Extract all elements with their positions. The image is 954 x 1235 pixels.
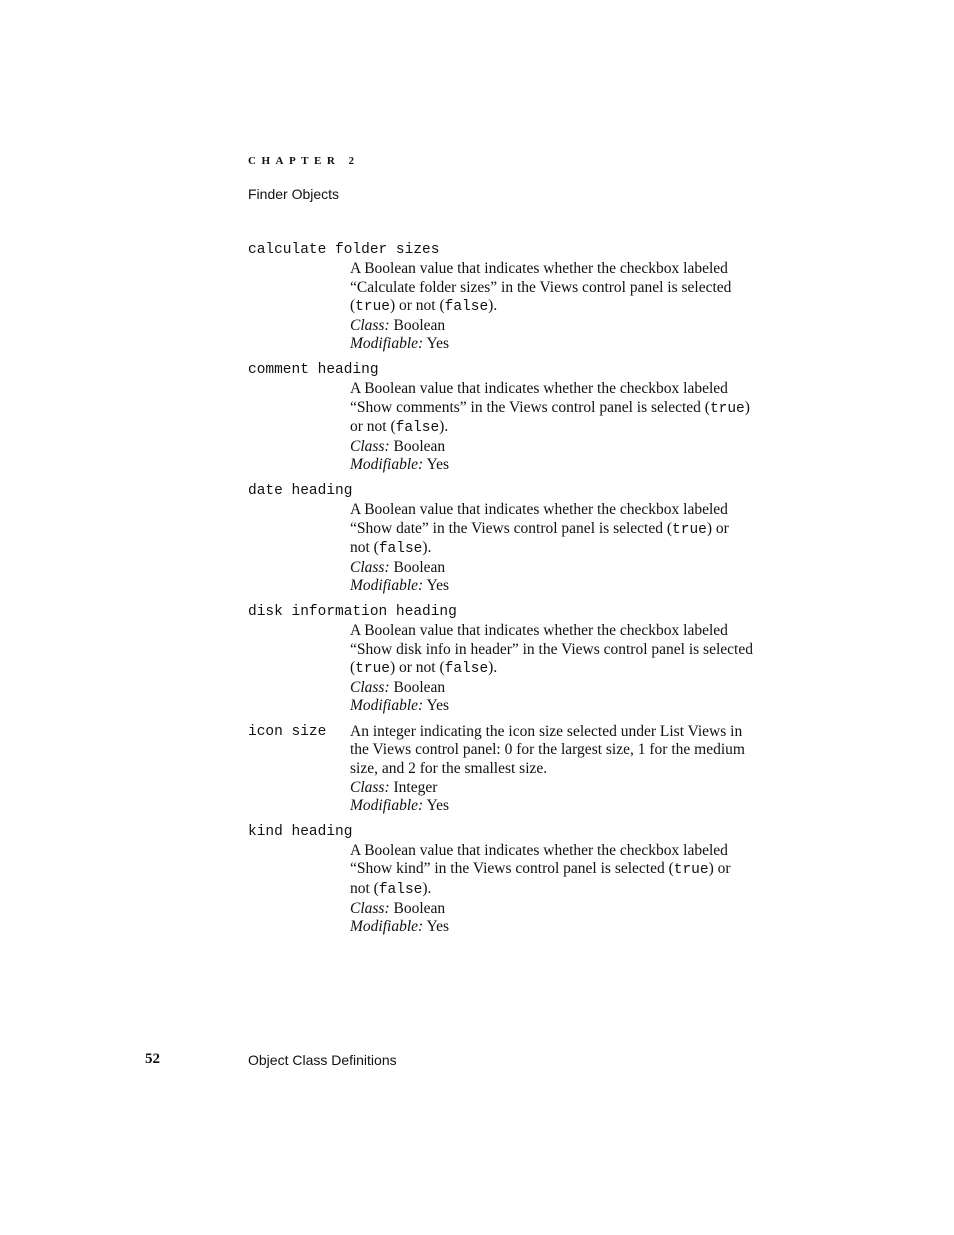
modifiable-value: Yes xyxy=(426,335,450,353)
modifiable-field xyxy=(350,918,802,937)
code-literal: false xyxy=(378,541,423,558)
text-segment: “Show disk info in header” in the Views control panel is selected xyxy=(350,640,753,658)
modifiable-value: Yes xyxy=(426,697,450,715)
description-line xyxy=(350,520,802,540)
property-name: date heading xyxy=(248,482,353,499)
text-segment: “Show comments” in the Views control panel is selected ( xyxy=(350,398,710,416)
class-field xyxy=(350,900,802,919)
class-label: Class: xyxy=(350,437,390,455)
code-literal: true xyxy=(709,400,745,417)
text-segment: size, and 2 for the smallest size. xyxy=(350,760,548,778)
description-line xyxy=(350,399,802,419)
text-segment: “Calculate folder sizes” in the Views control panel is selected xyxy=(350,278,732,296)
description-line xyxy=(350,659,802,679)
description-line xyxy=(350,260,802,279)
class-label: Class: xyxy=(350,899,390,917)
property-name: disk information heading xyxy=(248,603,457,620)
text-segment: ) xyxy=(744,398,750,416)
description-line xyxy=(350,279,802,298)
text-segment: ) or xyxy=(706,519,729,537)
property-name: icon size xyxy=(248,723,327,740)
page-number: 52 xyxy=(145,1051,160,1067)
modifiable-label: Modifiable: xyxy=(350,577,424,595)
modifiable-field xyxy=(350,577,802,596)
class-value: Boolean xyxy=(393,316,446,334)
text-segment: A Boolean value that indicates whether the checkbox labeled xyxy=(350,379,728,397)
code-literal: true xyxy=(672,521,707,538)
property-description xyxy=(350,380,802,475)
description-line xyxy=(350,860,802,880)
class-value: Boolean xyxy=(393,558,446,576)
text-segment: ). xyxy=(422,539,432,557)
property-entry xyxy=(248,361,808,475)
class-field xyxy=(350,679,802,698)
class-label: Class: xyxy=(350,678,390,696)
modifiable-label: Modifiable: xyxy=(350,335,424,353)
modifiable-field xyxy=(350,797,802,816)
property-description xyxy=(350,260,802,354)
text-segment: or not ( xyxy=(350,418,396,436)
class-value: Boolean xyxy=(393,899,446,917)
description-line xyxy=(350,297,802,317)
code-literal: true xyxy=(673,862,709,879)
text-segment: A Boolean value that indicates whether the checkbox labeled xyxy=(350,621,728,639)
modifiable-label: Modifiable: xyxy=(350,797,424,815)
text-segment: the Views control panel: 0 for the largest size, 1 for the medium xyxy=(350,741,745,759)
modifiable-field xyxy=(350,456,802,475)
code-literal: false xyxy=(444,299,489,316)
property-name: calculate folder sizes xyxy=(248,242,440,258)
text-segment: “Show date” in the Views control panel is selected ( xyxy=(350,519,673,537)
modifiable-label: Modifiable: xyxy=(350,456,424,474)
description-line xyxy=(350,880,802,900)
text-segment: ). xyxy=(488,297,498,315)
modifiable-value: Yes xyxy=(426,577,450,595)
property-entry xyxy=(248,241,808,354)
property-entry xyxy=(248,482,808,596)
property-list xyxy=(248,241,808,944)
text-segment: not ( xyxy=(350,880,379,898)
property-name: kind heading xyxy=(248,823,353,840)
description-line xyxy=(350,622,802,641)
class-value: Boolean xyxy=(393,437,446,455)
text-segment: A Boolean value that indicates whether the checkbox labeled xyxy=(350,260,728,277)
description-line xyxy=(350,418,802,438)
property-entry xyxy=(248,603,808,716)
modifiable-value: Yes xyxy=(426,456,450,474)
modifiable-field xyxy=(350,335,802,354)
text-segment: A Boolean value that indicates whether the checkbox labeled xyxy=(350,841,728,859)
text-segment: ( xyxy=(350,659,356,677)
property-description xyxy=(350,501,802,596)
text-segment: ( xyxy=(350,297,356,315)
text-segment: ) or xyxy=(708,860,731,878)
description-line xyxy=(350,641,802,660)
text-segment: An integer indicating the icon size selected under List Views in xyxy=(350,722,743,740)
modifiable-value: Yes xyxy=(426,797,450,815)
chapter-title: Finder Objects xyxy=(248,186,340,202)
text-segment: ). xyxy=(422,880,432,898)
class-field xyxy=(350,559,802,578)
property-entry xyxy=(248,723,808,816)
text-segment: ) or not ( xyxy=(389,297,445,315)
text-segment: not ( xyxy=(350,539,379,557)
property-name: comment heading xyxy=(248,361,379,378)
text-segment: ) or not ( xyxy=(389,659,445,677)
footer-section-title: Object Class Definitions xyxy=(248,1052,397,1068)
description-line xyxy=(350,723,802,742)
text-segment: ). xyxy=(488,659,498,677)
chapter-label: CHAPTER 2 xyxy=(248,155,360,167)
modifiable-field xyxy=(350,697,802,716)
class-field xyxy=(350,779,802,798)
class-label: Class: xyxy=(350,316,390,334)
class-value: Boolean xyxy=(393,678,446,696)
class-label: Class: xyxy=(350,558,390,576)
description-line xyxy=(350,539,802,559)
property-description xyxy=(350,622,802,716)
code-literal: false xyxy=(444,661,489,678)
description-line xyxy=(350,760,802,779)
modifiable-value: Yes xyxy=(426,918,450,936)
description-line xyxy=(350,741,802,760)
class-label: Class: xyxy=(350,778,390,796)
class-field xyxy=(350,317,802,336)
code-literal: false xyxy=(378,882,423,899)
code-literal: false xyxy=(395,420,440,437)
description-line xyxy=(350,501,802,520)
class-field xyxy=(350,438,802,457)
text-segment: ). xyxy=(439,418,449,436)
property-description xyxy=(350,842,802,937)
description-line xyxy=(350,842,802,861)
property-entry xyxy=(248,823,808,937)
modifiable-label: Modifiable: xyxy=(350,918,424,936)
code-literal: true xyxy=(355,661,390,678)
text-segment: A Boolean value that indicates whether the checkbox labeled xyxy=(350,500,728,518)
modifiable-label: Modifiable: xyxy=(350,697,424,715)
description-line xyxy=(350,380,802,399)
class-value: Integer xyxy=(393,778,438,796)
property-description xyxy=(350,723,802,816)
code-literal: true xyxy=(355,299,390,316)
text-segment: “Show kind” in the Views control panel is selected ( xyxy=(350,860,674,878)
